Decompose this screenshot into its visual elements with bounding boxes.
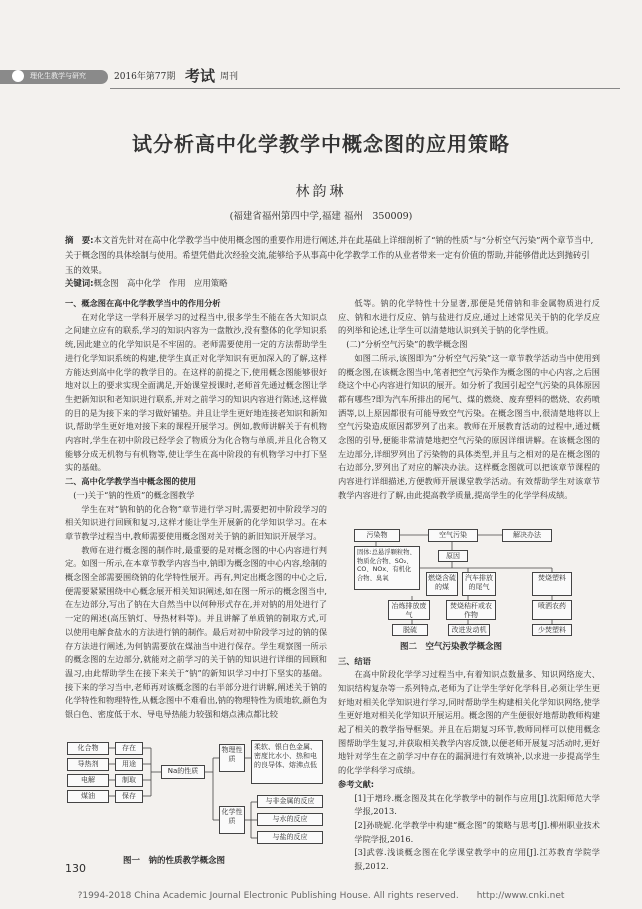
fig1-node: 与水的反应 [257,813,323,826]
fig2-node: 焚烧秸秆或农作物 [446,600,496,620]
fig2-center: 空气污染 [428,529,478,542]
fig2-node: 原因 [438,550,468,562]
fig1-node: 制取 [115,774,143,787]
fig2-node: 燃烧含硫的煤 [426,572,458,596]
fig2-node: 焚烧塑料 [532,572,572,596]
header-circle-icon [12,70,24,82]
fig1-node: 柔软、银白色金属、密度比水小、热和电的良导体、熔沸点低 [251,740,323,784]
fig2-node: 污染物 [354,529,400,542]
fig2-node: 改进发动机 [448,624,490,636]
fig1-node: 存在 [115,742,143,755]
running-header [0,60,642,94]
fig2-node: 汽车排放的尾气 [462,572,496,596]
fig2-node: 固体:总悬浮颗粒物、物质化合物、SO₂、CO、NOx、有机化合物、臭氧 [354,546,420,590]
subsection-heading: (一)关于“钠的性质”的概念图教学 [73,489,195,500]
reference-item: [3]武蓉.浅谈概念图在化学课堂教学中的应用[J].江苏教育学院学报,2012. [354,847,600,872]
fig1-node: 化合物 [67,742,109,755]
subsection-heading: (二)“分析空气污染”的教学概念图 [346,339,468,350]
magazine-name: 考试 [185,67,216,85]
figure1-caption: 图一 钠的性质教学概念图 [123,856,226,866]
abstract-label: 摘 要: [65,235,94,245]
copyright-footer: ?1994-2018 China Academic Journal Electronic Publishing House. All rights reserved. http://www.cnki.net [77,891,565,901]
figure1 [65,738,327,868]
fig1-node: 导热剂 [67,758,109,771]
reference-item: [1]于增玲.概念图及其在化学教学中的制作与应用[J].沈阳师范大学学报,2013. [354,792,600,817]
fig2-node: 喷洒农药 [532,600,572,620]
fig2-node: 冶炼排放废气 [388,600,430,620]
paragraph: 在对化学这一学科开展学习的过程当中,很多学生不能在各大知识点之间建立应有的联系,学习的知识内容为一盘散沙,没有整体的化学知识系统,因此建立的化学知识是不牢固的。老师需要使用一定的方法帮助学生进行化学知识系统的构建,使学生真正对化学知识有更加深入的了解,这样方能达到高中化学的教学目的。在这样的前提之下,使用概念图能够很好地对以上的要求实现全面满足,开始课堂授课时,老师首先通过概念图让学生把新知识和老知识进行联系,并对之前学习的知识内容进行陈述,这样做的目的是为接下来的学习做好铺垫。并且让学生更好地连接老知识和新知识,帮助学生更好地对接下来的课程开展学习。例如,教师讲解关于有机物内容时,学生在初中阶段已经学会了物质分为化合物与单质,并且化合物又能够分成无机物与有机物等,使让学生在高中阶段的有机物学习中打下坚实的基础。 [65,311,328,473]
abstract-text: 本文首先针对在高中化学教学当中使用概念图的重要作用进行阐述,并在此基础上详细剖析了“钠的性质”与“分析空气污染”两个章节当中,关于概念图的具体绘制与使用。希望凭借此次经验交流,能够给予从事高中化学教学工作的从业者带来一定有价值的帮助,并能够借此达到抛砖引玉的效果。 [65,235,594,275]
references-heading: 参考文献: [338,778,375,789]
fig1-node: 煤油 [67,790,109,803]
abstract [65,233,595,278]
section-heading: 二、高中化学教学当中概念图的使用 [65,476,197,487]
fig1-node: 化学性质 [219,806,245,834]
keywords [65,277,595,289]
left-column [65,297,327,722]
periodical-label: 周刊 [220,72,239,82]
keywords-label: 关键词: [65,278,94,288]
keywords-text: 概念图 高中化学 作用 应用策略 [93,278,228,288]
fig2-node: 少焚塑料 [532,624,572,636]
section-heading: 一、概念图在高中化学教学当中的作用分析 [65,298,221,308]
journal-tag: 理化生教学与研究 [30,72,86,80]
fig1-node: 与盐的反应 [257,831,323,844]
paper-title: 试分析高中化学教学中概念图的应用策略 [132,132,510,156]
author: 林韵琳 [295,184,347,200]
fig2-node: 脱硫 [392,624,428,636]
paragraph: 低等。钠的化学特性十分显著,那便是凭借钠和非金属物质进行反应、钠和水进行反应、钠与盐进行反应,通过上述常见关于钠的化学反应的列举和论述,让学生可以清楚地认识到关于钠的化学性质。 [338,298,600,336]
fig1-node: 物理性质 [219,744,245,772]
page-number: 130 [65,862,86,875]
fig1-node: 与非金属的反应 [257,795,323,808]
reference-item: [2]孙晓妮.化学教学中构建“概念图”的策略与思考[J].柳州职业技术学院学报,2016. [354,819,600,844]
fig1-node: 电解 [67,774,109,787]
paragraph: 学生在对“钠和钠的化合物”章节进行学习时,需要把初中阶段学习的相关知识进行回顾和复习,这样才能让学生开展新的化学知识学习。在本章节教学过程当中,教师需要使用概念图对关于钠的新旧知识开展学习。 [65,503,327,541]
fig1-node: 用途 [115,758,143,771]
affiliation: (福建省福州第四中学,福建 福州 350009) [229,211,413,222]
paragraph: 在高中阶段化学学习过程当中,有着知识点数量多、知识网络庞大、知识结构复杂等一系列特点,老师为了让学生学好化学科目,必须让学生更好地对相关化学知识进行学习,同时帮助学生构建相关化学知识网络,使学生更好地对相关化学知识开展运用。概念图的产生便很好地帮助教师构建起了相关的教学指导框架。并且在后期复习环节,教师同样可以使用概念图帮助学生复习,并获取相关教学内容反馈,以便老师开展复习活动时,更好地针对学生在之前学习中存在的漏洞进行有效填补,以求进一步提高学生的化学学科学习成绩。 [338,669,601,776]
issue-label: 2016年第77期 [114,72,176,82]
paragraph: 教师在进行概念图的制作时,最重要的是对概念图的中心内容进行判定。如图一所示,在本章节教学内容当中,钠即为概念图的中心内容,绘制的概念图全部需要围绕钠的化学特性展开。再有,判定出概念图的中心之后,便需要紧紧围绕中心概念展开相关知识阐述,如在图一所示的概念图当中,在左边部分,写出了钠在大自然当中以何种形式存在,并对钠的用处进行了一定的阐述(高压钠灯、导热材料等)。并且讲解了单质钠的制取方式,可以使用电解食盐水的方法进行钠的制作。最后对初中阶段学习过的钠的保存方法进行阐述,为何钠需要放在煤油当中进行保存。学生观察图一所示的概念图的左边部分,就能对之前学习的关于钠的知识进行详细的回顾和温习,由此帮助学生在接下来关于“钠”的新知识学习中打下坚实的基础。接下来的学习当中,老师再对该概念图的右半部分进行讲解,阐述关于钠的化学特性和物理特性,从概念图中不难看出,钠的物理特性为质地软,颜色为银白色、密度低于水、导电导热能力较强和熔点沸点都比较 [65,544,328,720]
section-heading: 三、结语 [338,655,371,666]
header-rule [110,88,620,89]
figure2-caption: 图二 空气污染教学概念图 [400,642,503,652]
fig2-node: 解决办法 [502,529,552,542]
fig1-center: Na的性质 [161,765,205,779]
fig1-node: 保存 [115,790,143,803]
paragraph: 如图二所示,该图即为“分析空气污染”这一章节教学活动当中使用到的概念图,在该概念图当中,笔者把空气污染作为概念图的中心内容,之后围绕这个中心内容进行知识的展开。如分析了我国引起空气污染的具体原因都有哪些?即为汽车所排出的尾气、煤的燃烧、废弃塑料的燃烧、农药喷洒等,以上原因都很有可能导致空气污染。在概念图当中,很清楚地将以上空气污染造成原因都罗列了出来。教师在开展教育活动的过程中,通过概念图的引导,便能非常清楚地把空气污染的原因详细讲解。在该概念图的左边部分,详细罗列出了污染物的具体类型,并且与之相对的是在概念图的右边部分,罗列出了对应的解决办法。这样概念图就可以把该章节课程的内容进行详细描述,方便教师开展课堂教学活动。有效帮助学生对该章节教学内容进行了解,由此提高教学质量,提高学生的化学学科成绩。 [338,352,601,500]
figure2 [352,528,592,658]
